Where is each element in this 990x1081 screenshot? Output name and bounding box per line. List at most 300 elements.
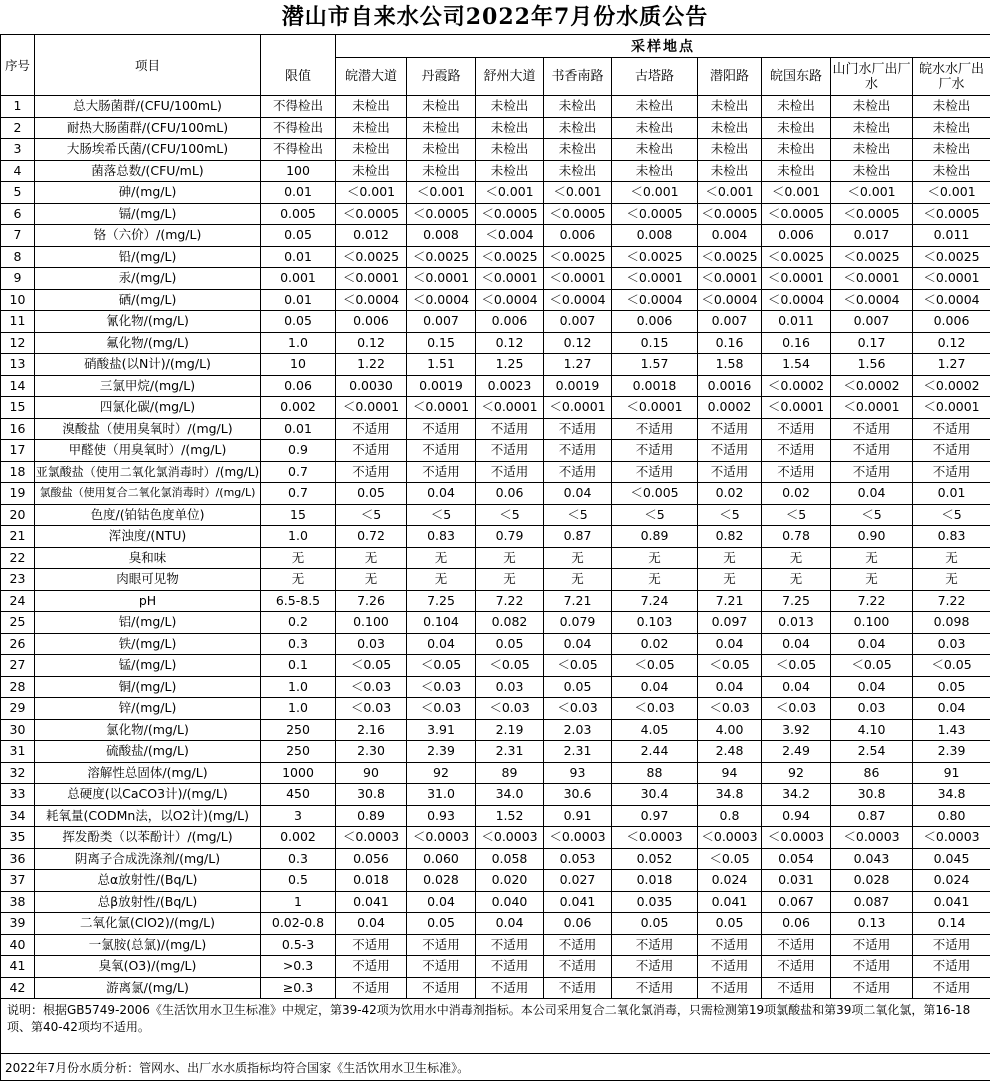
row-value: 1.56 xyxy=(831,354,913,376)
row-value: 0.103 xyxy=(612,612,698,634)
row-value: 0.05 xyxy=(407,913,476,935)
row-number: 39 xyxy=(1,913,35,935)
table-row xyxy=(1,676,990,698)
row-value: ＜0.05 xyxy=(407,655,476,677)
row-value: 0.02 xyxy=(698,483,762,505)
table-row xyxy=(1,375,990,397)
row-value: 2.54 xyxy=(831,741,913,763)
row-value: ＜0.0025 xyxy=(831,246,913,268)
row-value: ＜0.0001 xyxy=(336,268,407,290)
table-row xyxy=(1,827,990,849)
row-item: 硫酸盐/(mg/L) xyxy=(35,741,261,763)
row-value: 0.007 xyxy=(831,311,913,333)
row-value: 0.004 xyxy=(698,225,762,247)
row-value: ＜0.0001 xyxy=(336,397,407,419)
row-value: 94 xyxy=(698,762,762,784)
row-item: 总硬度(以CaCO3计)/(mg/L) xyxy=(35,784,261,806)
item-header: 项目 xyxy=(35,35,261,96)
row-value: 1.22 xyxy=(336,354,407,376)
table-row xyxy=(1,848,990,870)
row-value: ＜0.0001 xyxy=(762,268,831,290)
row-value: 不适用 xyxy=(407,440,476,462)
row-limit: 0.002 xyxy=(261,397,336,419)
table-row xyxy=(1,311,990,333)
row-value: 0.03 xyxy=(336,633,407,655)
row-item: 总α放射性/(Bq/L) xyxy=(35,870,261,892)
row-value: 不适用 xyxy=(544,934,612,956)
row-value: ＜0.0004 xyxy=(336,289,407,311)
row-value: 未检出 xyxy=(612,117,698,139)
row-value: ＜0.05 xyxy=(762,655,831,677)
row-value: 未检出 xyxy=(762,139,831,161)
row-limit: 0.3 xyxy=(261,848,336,870)
row-number: 11 xyxy=(1,311,35,333)
row-value: ＜0.05 xyxy=(913,655,990,677)
row-value: 0.0016 xyxy=(698,375,762,397)
row-value: ＜0.0003 xyxy=(762,827,831,849)
row-value: 未检出 xyxy=(612,160,698,182)
row-limit: 0.05 xyxy=(261,311,336,333)
row-limit: 0.01 xyxy=(261,418,336,440)
row-value: 0.72 xyxy=(336,526,407,548)
row-value: 93 xyxy=(544,762,612,784)
row-value: 0.006 xyxy=(476,311,544,333)
row-number: 5 xyxy=(1,182,35,204)
row-value: ＜0.0005 xyxy=(612,203,698,225)
site-header: 古塔路 xyxy=(612,58,698,96)
row-value: ＜0.0003 xyxy=(544,827,612,849)
table-row xyxy=(1,461,990,483)
row-value: 不适用 xyxy=(762,440,831,462)
table-row xyxy=(1,762,990,784)
table-row xyxy=(1,246,990,268)
row-value: ＜0.001 xyxy=(476,182,544,204)
row-value: ＜0.03 xyxy=(698,698,762,720)
row-value: ＜0.03 xyxy=(476,698,544,720)
row-number: 4 xyxy=(1,160,35,182)
row-limit: 1000 xyxy=(261,762,336,784)
row-limit: ≥0.3 xyxy=(261,977,336,999)
row-value: ＜5 xyxy=(698,504,762,526)
row-number: 33 xyxy=(1,784,35,806)
row-value: 不适用 xyxy=(762,418,831,440)
row-limit: 0.06 xyxy=(261,375,336,397)
row-value: 0.04 xyxy=(336,913,407,935)
row-value: 34.8 xyxy=(698,784,762,806)
row-value: 0.02 xyxy=(762,483,831,505)
row-value: 0.008 xyxy=(407,225,476,247)
row-value: ＜0.0001 xyxy=(698,268,762,290)
row-value: 0.80 xyxy=(913,805,990,827)
row-value: 未检出 xyxy=(831,96,913,118)
row-value: 0.041 xyxy=(698,891,762,913)
row-value: 未检出 xyxy=(698,139,762,161)
row-number: 12 xyxy=(1,332,35,354)
row-value: 0.78 xyxy=(762,526,831,548)
table-row xyxy=(1,655,990,677)
row-value: 不适用 xyxy=(476,934,544,956)
row-value: 不适用 xyxy=(407,977,476,999)
row-value: ＜0.001 xyxy=(336,182,407,204)
row-value: ＜0.0004 xyxy=(612,289,698,311)
row-value: 0.0023 xyxy=(476,375,544,397)
table-row xyxy=(1,569,990,591)
row-value: ＜0.0005 xyxy=(762,203,831,225)
table-row xyxy=(1,977,990,999)
row-value: 不适用 xyxy=(698,461,762,483)
row-number: 20 xyxy=(1,504,35,526)
row-value: ＜0.0004 xyxy=(476,289,544,311)
row-value: ＜0.0002 xyxy=(913,375,990,397)
row-value: 0.041 xyxy=(544,891,612,913)
site-header: 皖潜大道 xyxy=(336,58,407,96)
row-value: 0.83 xyxy=(407,526,476,548)
row-value: 0.043 xyxy=(831,848,913,870)
row-value: 0.056 xyxy=(336,848,407,870)
row-item: 浑浊度/(NTU) xyxy=(35,526,261,548)
row-value: 3.92 xyxy=(762,719,831,741)
row-value: ＜0.0005 xyxy=(913,203,990,225)
row-value: ＜0.0001 xyxy=(407,397,476,419)
row-value: ＜0.0025 xyxy=(698,246,762,268)
row-value: 2.31 xyxy=(476,741,544,763)
site-header: 潜阳路 xyxy=(698,58,762,96)
row-value: 34.8 xyxy=(913,784,990,806)
row-value: ＜0.0025 xyxy=(612,246,698,268)
row-value: 未检出 xyxy=(407,96,476,118)
row-value: 不适用 xyxy=(831,440,913,462)
row-value: 0.007 xyxy=(407,311,476,333)
row-number: 36 xyxy=(1,848,35,870)
row-value: 0.04 xyxy=(831,676,913,698)
row-value: 不适用 xyxy=(698,956,762,978)
row-value: ＜0.0025 xyxy=(913,246,990,268)
row-limit: 1.0 xyxy=(261,526,336,548)
row-item: 阴离子合成洗涤剂/(mg/L) xyxy=(35,848,261,870)
row-number: 16 xyxy=(1,418,35,440)
row-item: 一氯胺(总氯)/(mg/L) xyxy=(35,934,261,956)
row-limit: 450 xyxy=(261,784,336,806)
row-value: 0.03 xyxy=(476,676,544,698)
row-value: 0.041 xyxy=(913,891,990,913)
table-row xyxy=(1,870,990,892)
site-header: 皖国东路 xyxy=(762,58,831,96)
row-value: 不适用 xyxy=(544,440,612,462)
row-value: 0.04 xyxy=(831,483,913,505)
row-value: 不适用 xyxy=(612,956,698,978)
row-value: 0.012 xyxy=(336,225,407,247)
row-item: 色度/(铂钴色度单位) xyxy=(35,504,261,526)
row-number: 40 xyxy=(1,934,35,956)
row-value: 未检出 xyxy=(762,96,831,118)
row-item: 大肠埃希氏菌/(CFU/100mL) xyxy=(35,139,261,161)
row-value: ＜0.0003 xyxy=(336,827,407,849)
table-row xyxy=(1,332,990,354)
row-limit: 0.01 xyxy=(261,289,336,311)
row-value: ＜0.0005 xyxy=(544,203,612,225)
row-value: 不适用 xyxy=(612,977,698,999)
row-value: 0.04 xyxy=(762,633,831,655)
row-limit: >0.3 xyxy=(261,956,336,978)
row-value: ＜5 xyxy=(476,504,544,526)
row-item: 甲醛使（用臭氧时）/(mg/L) xyxy=(35,440,261,462)
row-number: 25 xyxy=(1,612,35,634)
row-number: 6 xyxy=(1,203,35,225)
row-value: 0.018 xyxy=(612,870,698,892)
footnote: 说明：根据GB5749-2006《生活饮用水卫生标准》中规定，第39-42项为饮用水中消毒剂指标。本公司采用复合二氧化氯消毒，只需检测第19项氯酸盐和第39项二氧化氯，第16-18项、第40-42项均不适用。 xyxy=(1,999,990,1054)
row-limit: 0.002 xyxy=(261,827,336,849)
row-item: 菌落总数/(CFU/mL) xyxy=(35,160,261,182)
row-number: 18 xyxy=(1,461,35,483)
row-number: 19 xyxy=(1,483,35,505)
row-limit: 10 xyxy=(261,354,336,376)
row-value: 0.15 xyxy=(612,332,698,354)
row-value: 0.04 xyxy=(407,483,476,505)
row-value: ＜0.0003 xyxy=(698,827,762,849)
row-value: ＜0.05 xyxy=(544,655,612,677)
row-value: 不适用 xyxy=(913,440,990,462)
row-value: 2.30 xyxy=(336,741,407,763)
row-value: 未检出 xyxy=(698,96,762,118)
row-value: ＜0.001 xyxy=(762,182,831,204)
row-value: ＜0.0001 xyxy=(476,268,544,290)
row-value: 0.0019 xyxy=(544,375,612,397)
row-value: 未检出 xyxy=(913,160,990,182)
row-value: 不适用 xyxy=(698,418,762,440)
row-value: ＜0.05 xyxy=(476,655,544,677)
row-value: 1.54 xyxy=(762,354,831,376)
page-title: 潜山市自来水公司2022年7月份水质公告 xyxy=(0,0,990,34)
row-item: 氰化物/(mg/L) xyxy=(35,311,261,333)
row-limit: 0.9 xyxy=(261,440,336,462)
row-value: 0.082 xyxy=(476,612,544,634)
row-item: 耐热大肠菌群/(CFU/100mL) xyxy=(35,117,261,139)
row-value: ＜0.05 xyxy=(612,655,698,677)
row-value: ＜0.0001 xyxy=(612,268,698,290)
row-value: 0.12 xyxy=(544,332,612,354)
row-value: 0.82 xyxy=(698,526,762,548)
limit-header-top xyxy=(261,35,336,58)
row-value: 0.04 xyxy=(831,633,913,655)
row-item: 氯化物/(mg/L) xyxy=(35,719,261,741)
row-value: 未检出 xyxy=(476,160,544,182)
row-value: 86 xyxy=(831,762,913,784)
row-value: 7.22 xyxy=(831,590,913,612)
row-value: 未检出 xyxy=(612,96,698,118)
table-row xyxy=(1,612,990,634)
row-value: 0.007 xyxy=(544,311,612,333)
row-value: 0.13 xyxy=(831,913,913,935)
row-value: 7.21 xyxy=(698,590,762,612)
table-row xyxy=(1,891,990,913)
row-value: 不适用 xyxy=(544,956,612,978)
row-value: 无 xyxy=(698,547,762,569)
row-limit: 0.5-3 xyxy=(261,934,336,956)
table-row xyxy=(1,418,990,440)
row-value: 1.51 xyxy=(407,354,476,376)
row-value: ＜0.0025 xyxy=(762,246,831,268)
row-value: 0.05 xyxy=(612,913,698,935)
row-value: 未检出 xyxy=(336,160,407,182)
row-value: 不适用 xyxy=(762,956,831,978)
table-row xyxy=(1,504,990,526)
row-value: 2.19 xyxy=(476,719,544,741)
table-row xyxy=(1,440,990,462)
row-value: 0.018 xyxy=(336,870,407,892)
row-value: 0.028 xyxy=(407,870,476,892)
row-value: 0.067 xyxy=(762,891,831,913)
row-value: 不适用 xyxy=(831,418,913,440)
row-value: ＜0.0001 xyxy=(831,397,913,419)
row-value: ＜5 xyxy=(913,504,990,526)
row-value: 不适用 xyxy=(544,418,612,440)
row-value: 0.05 xyxy=(913,676,990,698)
row-value: 88 xyxy=(612,762,698,784)
row-value: 30.4 xyxy=(612,784,698,806)
row-value: 未检出 xyxy=(407,117,476,139)
row-item: 铁/(mg/L) xyxy=(35,633,261,655)
row-value: ＜0.05 xyxy=(698,848,762,870)
row-value: 不适用 xyxy=(407,418,476,440)
row-value: 未检出 xyxy=(544,160,612,182)
row-value: 0.097 xyxy=(698,612,762,634)
row-value: 0.0019 xyxy=(407,375,476,397)
row-item: 铝/(mg/L) xyxy=(35,612,261,634)
row-limit: 0.01 xyxy=(261,246,336,268)
row-value: ＜5 xyxy=(762,504,831,526)
row-value: 0.024 xyxy=(913,870,990,892)
row-value: 0.17 xyxy=(831,332,913,354)
row-item: 游离氯/(mg/L) xyxy=(35,977,261,999)
table-row xyxy=(1,741,990,763)
row-value: 0.06 xyxy=(762,913,831,935)
row-value: 0.013 xyxy=(762,612,831,634)
row-value: 0.05 xyxy=(336,483,407,505)
row-value: ＜0.0005 xyxy=(831,203,913,225)
row-value: 未检出 xyxy=(544,139,612,161)
row-value: ＜0.0001 xyxy=(544,268,612,290)
row-value: 0.054 xyxy=(762,848,831,870)
row-limit: 0.5 xyxy=(261,870,336,892)
row-value: 0.006 xyxy=(336,311,407,333)
row-value: ＜0.004 xyxy=(476,225,544,247)
row-limit: 0.1 xyxy=(261,655,336,677)
row-value: ＜0.0001 xyxy=(476,397,544,419)
row-value: ＜0.0001 xyxy=(544,397,612,419)
row-number: 32 xyxy=(1,762,35,784)
row-value: 0.098 xyxy=(913,612,990,634)
row-value: ＜0.03 xyxy=(762,698,831,720)
row-value: 不适用 xyxy=(612,440,698,462)
row-value: 31.0 xyxy=(407,784,476,806)
row-value: 0.04 xyxy=(612,676,698,698)
row-value: 0.011 xyxy=(762,311,831,333)
row-value: 1.52 xyxy=(476,805,544,827)
row-value: 未检出 xyxy=(762,117,831,139)
row-value: 89 xyxy=(476,762,544,784)
row-item: 硒/(mg/L) xyxy=(35,289,261,311)
sites-group-header: 采样地点 xyxy=(336,35,990,58)
row-value: 0.035 xyxy=(612,891,698,913)
row-value: 0.024 xyxy=(698,870,762,892)
table-body xyxy=(1,96,990,999)
row-value: 7.25 xyxy=(407,590,476,612)
row-value: 未检出 xyxy=(913,96,990,118)
row-value: 无 xyxy=(831,547,913,569)
row-item: 氟化物/(mg/L) xyxy=(35,332,261,354)
row-value: 7.21 xyxy=(544,590,612,612)
row-item: 臭氧(O3)/(mg/L) xyxy=(35,956,261,978)
row-limit: 0.005 xyxy=(261,203,336,225)
seq-header: 序号 xyxy=(1,35,35,96)
row-value: 不适用 xyxy=(476,461,544,483)
row-value: 7.25 xyxy=(762,590,831,612)
row-value: ＜0.0025 xyxy=(407,246,476,268)
row-value: 0.05 xyxy=(476,633,544,655)
row-value: 0.045 xyxy=(913,848,990,870)
row-value: ＜0.0001 xyxy=(407,268,476,290)
row-number: 15 xyxy=(1,397,35,419)
row-value: 不适用 xyxy=(831,934,913,956)
row-limit: 0.3 xyxy=(261,633,336,655)
row-number: 42 xyxy=(1,977,35,999)
row-value: 2.39 xyxy=(913,741,990,763)
row-value: 不适用 xyxy=(336,418,407,440)
row-value: 不适用 xyxy=(336,440,407,462)
analysis-summary: 2022年7月份水质分析：管网水、出厂水水质指标均符合国家《生活饮用水卫生标准》。 xyxy=(1,1054,990,1081)
row-value: ＜0.0003 xyxy=(476,827,544,849)
row-value: 0.060 xyxy=(407,848,476,870)
row-number: 26 xyxy=(1,633,35,655)
row-limit: 6.5-8.5 xyxy=(261,590,336,612)
row-value: ＜0.0025 xyxy=(544,246,612,268)
row-value: 1.27 xyxy=(913,354,990,376)
row-value: 2.16 xyxy=(336,719,407,741)
row-value: ＜0.03 xyxy=(612,698,698,720)
row-value: 无 xyxy=(544,569,612,591)
row-number: 10 xyxy=(1,289,35,311)
row-value: 不适用 xyxy=(336,977,407,999)
row-limit: 15 xyxy=(261,504,336,526)
row-value: 7.22 xyxy=(913,590,990,612)
row-item: 二氧化氯(ClO2)/(mg/L) xyxy=(35,913,261,935)
row-value: ＜0.0004 xyxy=(698,289,762,311)
row-limit: 0.2 xyxy=(261,612,336,634)
row-value: 未检出 xyxy=(476,96,544,118)
row-value: 未检出 xyxy=(336,139,407,161)
table-row xyxy=(1,590,990,612)
row-value: ＜0.0005 xyxy=(698,203,762,225)
row-value: 不适用 xyxy=(762,461,831,483)
site-header: 书香南路 xyxy=(544,58,612,96)
table-row xyxy=(1,934,990,956)
row-limit: 不得检出 xyxy=(261,139,336,161)
row-value: 不适用 xyxy=(913,934,990,956)
row-value: 未检出 xyxy=(612,139,698,161)
row-value: 未检出 xyxy=(544,117,612,139)
row-limit: 0.7 xyxy=(261,483,336,505)
row-value: 未检出 xyxy=(913,139,990,161)
row-value: 不适用 xyxy=(698,977,762,999)
row-number: 14 xyxy=(1,375,35,397)
row-item: 总大肠菌群/(CFU/100mL) xyxy=(35,96,261,118)
row-value: 0.104 xyxy=(407,612,476,634)
row-value: 2.39 xyxy=(407,741,476,763)
row-value: ＜0.03 xyxy=(544,698,612,720)
row-value: 无 xyxy=(612,569,698,591)
row-number: 8 xyxy=(1,246,35,268)
row-limit: 0.02-0.8 xyxy=(261,913,336,935)
